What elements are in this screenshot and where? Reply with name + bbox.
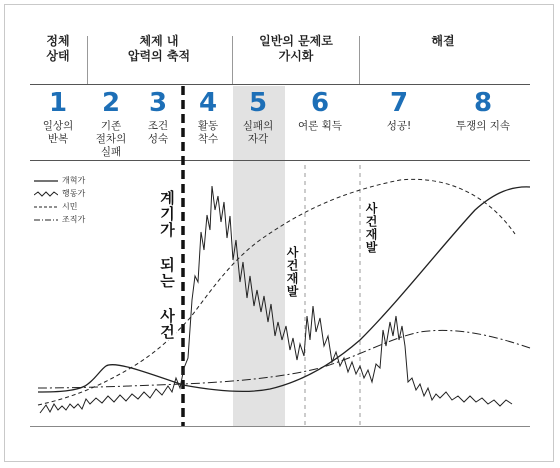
legend-item-reformer [34, 174, 85, 187]
reformer-curve [38, 187, 530, 392]
stage-number: 3 [148, 88, 168, 118]
header-pressure-buildup: 체제 내 압력의 축적 [127, 34, 191, 63]
dashed-line-icon [34, 204, 58, 210]
stage-label: 조건 성숙 [147, 120, 169, 145]
legend-label: 행동가 [62, 189, 86, 198]
stage-label: 일상의 반복 [42, 120, 74, 145]
legend-item-activist [34, 187, 85, 200]
legend-label: 조직가 [62, 215, 86, 224]
stage-number: 7 [389, 88, 409, 118]
stage-number: 2 [101, 88, 121, 118]
organizer-curve [38, 330, 530, 388]
stage-label: 성공! [386, 120, 412, 132]
stage-number: 5 [248, 88, 268, 118]
stage-number: 8 [473, 88, 493, 118]
stage-label: 활동 착수 [197, 120, 219, 145]
stage-number: 4 [198, 88, 218, 118]
header-public-visibility: 일반의 문제로 가시화 [259, 34, 333, 63]
stage-number: 1 [48, 88, 68, 118]
jagged-line-icon [34, 190, 58, 198]
stage-label: 실패의 자각 [242, 120, 274, 145]
stage-number: 6 [310, 88, 330, 118]
stage-label: 투쟁의 지속 [455, 120, 511, 132]
legend-label: 시민 [62, 202, 78, 211]
legend-label: 개혁가 [62, 176, 86, 185]
header-stagnation: 정체 상태 [46, 34, 70, 63]
header-resolution: 해결 [431, 34, 455, 48]
recurrence-label-2: 사건재발 [364, 202, 378, 254]
stage-label: 기존 절차의 실패 [95, 120, 127, 158]
recurrence-label-1: 사건재발 [285, 246, 299, 298]
dashdot-line-icon [34, 217, 58, 223]
legend-item-organizer [34, 213, 85, 226]
trigger-event-label: 계기가 되는 사건 [158, 190, 176, 340]
legend [34, 174, 85, 226]
citizen-curve [38, 179, 515, 405]
stage-label: 여론 획득 [298, 120, 342, 132]
solid-line-icon [34, 178, 58, 184]
legend-item-citizen [34, 200, 85, 213]
